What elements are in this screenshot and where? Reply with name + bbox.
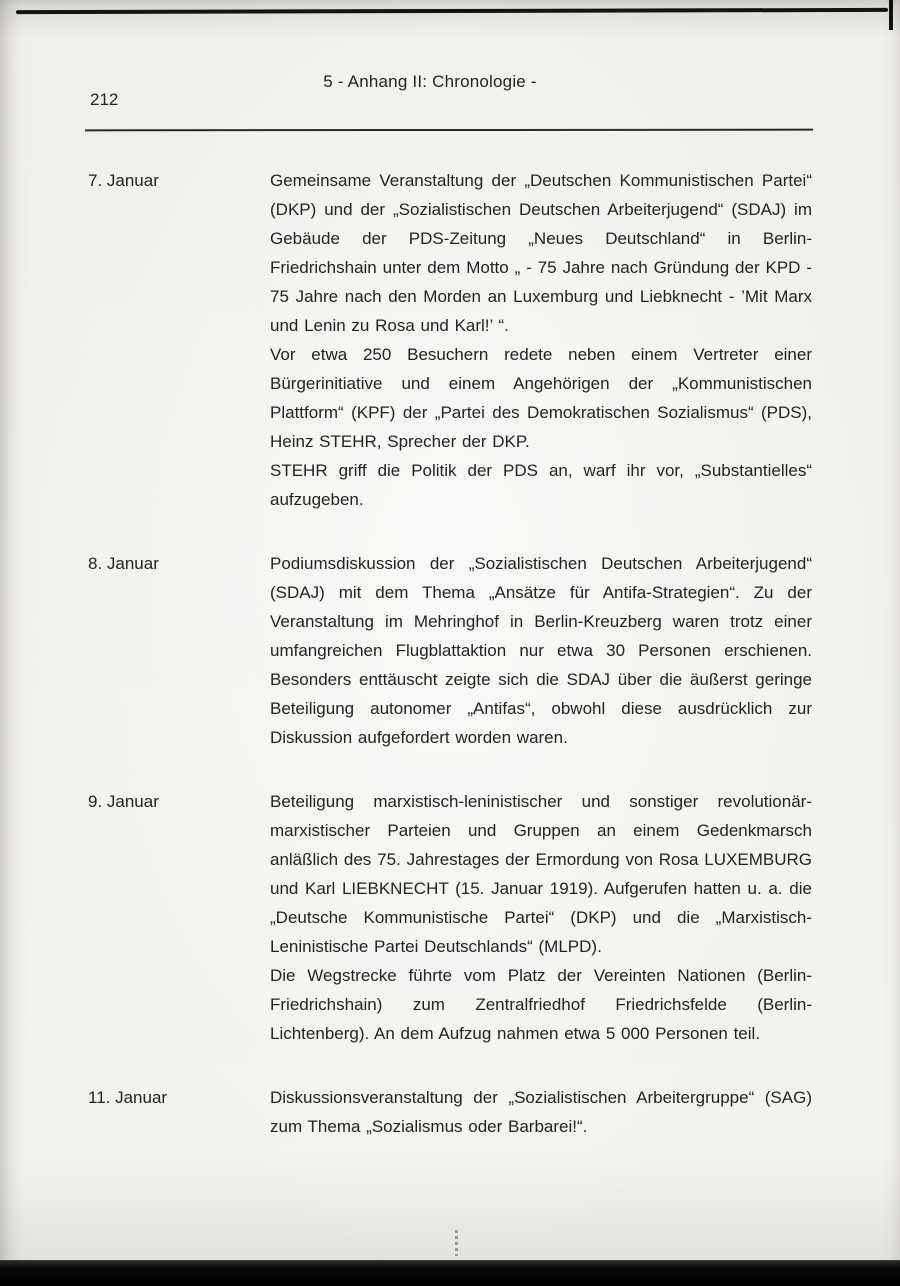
entry-paragraph: Diskussionsveranstaltung der „Sozialistischen Arbeitergruppe“ (SAG) zum Thema „Sozialismus oder Barbarei!“. bbox=[270, 1088, 812, 1136]
scan-artifact-top-right-mark bbox=[889, 0, 893, 30]
entry-date: 7. Januar bbox=[88, 171, 159, 190]
chronology-entry bbox=[88, 166, 812, 514]
entry-body bbox=[270, 549, 812, 752]
entry-body bbox=[270, 166, 812, 514]
entry-paragraph: Gemeinsame Veranstaltung der „Deutschen Kommunistischen Partei“ (DKP) und der „Sozialistischen Deutschen Arbeiterjugend“ (SDAJ) im Gebäude der PDS-Zeitung „Neues Deutschland“ in Berlin-Friedrichshain unter dem Motto „ - 75 Jahre nach Gründung der KPD - 75 Jahre nach den Morden an Luxemburg und Liebknecht - ’Mit Marx und Lenin zu Rosa und Karl!’ “. bbox=[270, 171, 812, 335]
entry-paragraph: Vor etwa 250 Besuchern redete neben einem Vertreter einer Bürgerinitiative und einem Angehörigen der „Kommunistischen Plattform“ (KPF) der „Partei des Demokratischen Sozialismus“ (PDS), Heinz STEHR, Sprecher der DKP. bbox=[270, 345, 812, 451]
entry-date: 9. Januar bbox=[88, 792, 159, 811]
entry-paragraph: Beteiligung marxistisch-leninistischer und sonstiger revolutionär-marxistischer Parteien und Gruppen an einem Gedenkmarsch anläßlich des 75. Jahrestages der Ermordung von Rosa LUXEMBURG und Karl LIEBKNECHT (15. Januar 1919). Aufgerufen hatten u. a. die „Deutsche Kommunistische Partei“ (DKP) und die „Marxistisch-Leninistische Partei Deutschlands“ (MLPD). bbox=[270, 792, 812, 956]
chronology-entry bbox=[88, 1083, 812, 1141]
page-header-title: 5 - Anhang II: Chronologie - bbox=[323, 72, 537, 91]
entry-paragraph: Die Wegstrecke führte vom Platz der Vereinten Nationen (Berlin-Friedrichshain) zum Zentralfriedhof Friedrichsfelde (Berlin-Lichtenberg). An dem Aufzug nahmen etwa 5 000 Personen teil. bbox=[270, 966, 812, 1043]
entry-date: 8. Januar bbox=[88, 554, 159, 573]
entry-date: 11. Januar bbox=[88, 1088, 168, 1107]
entry-paragraph: Podiumsdiskussion der „Sozialistischen Deutschen Arbeiterjugend“ (SDAJ) mit dem Thema „Ansätze für Antifa-Strategien“. Zu der Veranstaltung im Mehringhof in Berlin-Kreuzberg waren trotz einer umfangreichen Flugblattaktion nur etwa 30 Personen erschienen. Besonders enttäuscht zeigte sich die SDAJ über die äußerst geringe Beteiligung autonomer „Antifas“, obwohl diese ausdrücklich zur Diskussion aufgefordert worden waren. bbox=[270, 554, 812, 747]
entry-paragraph: STEHR griff die Politik der PDS an, warf ihr vor, „Substantielles“ aufzugeben. bbox=[270, 461, 812, 509]
scan-artifact-bottom-dots bbox=[455, 1230, 458, 1256]
page-number: 212 bbox=[90, 90, 119, 109]
chronology-entries bbox=[88, 166, 812, 1176]
entry-body bbox=[270, 787, 812, 1048]
entry-body bbox=[270, 1083, 812, 1141]
chronology-entry bbox=[88, 787, 812, 1048]
header-rule bbox=[85, 129, 813, 132]
scan-artifact-top-line bbox=[16, 8, 888, 14]
scan-artifact-bottom-bar bbox=[0, 1260, 900, 1286]
chronology-entry bbox=[88, 549, 812, 752]
